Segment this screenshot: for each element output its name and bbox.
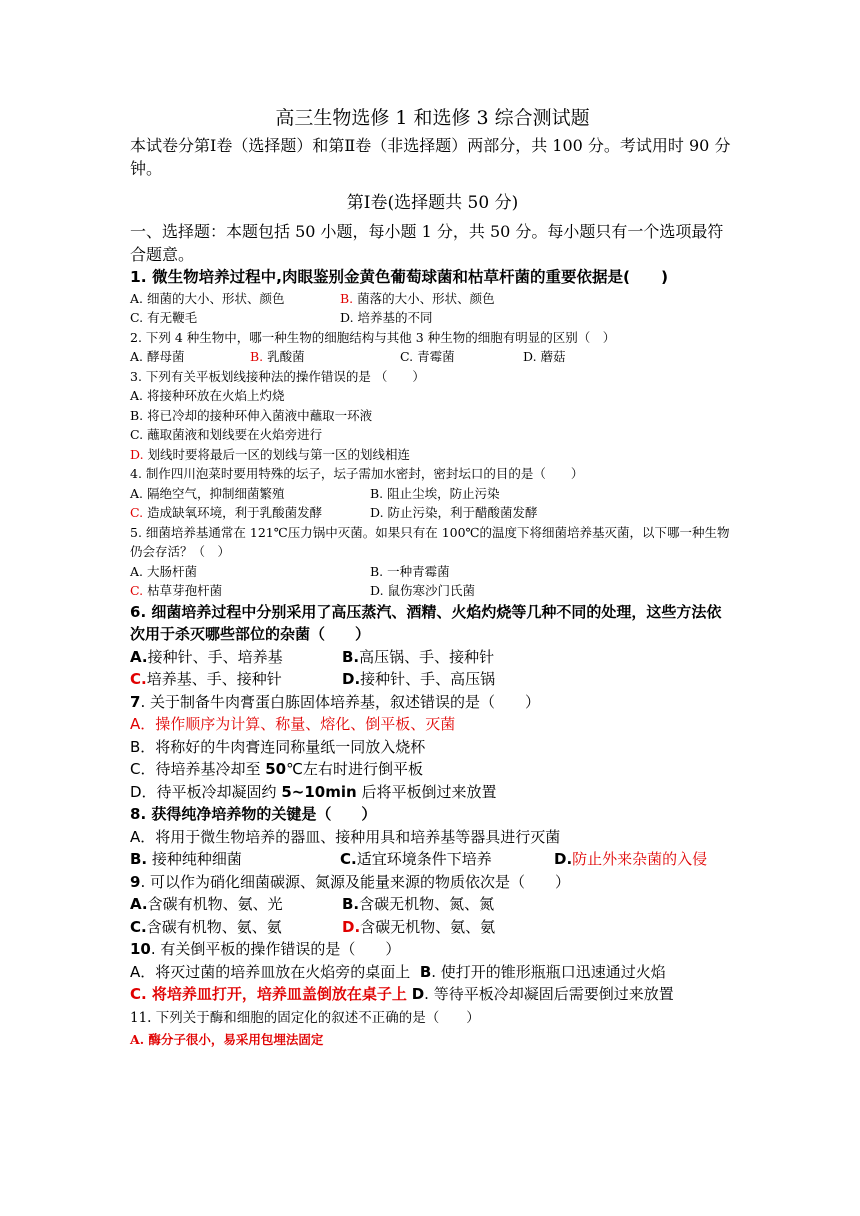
option-letter: D. [342, 670, 361, 688]
question-text: . 微生物培养过程中,肉眼鉴别金黄色葡萄球菌和枯草杆菌的重要依据是( ) [140, 268, 669, 286]
option-c: C. 将培养皿打开，培养皿盖倒放在桌子上 [130, 985, 407, 1003]
question-number: 10 [130, 940, 151, 958]
option-d: D. 鼠伤寒沙门氏菌 [370, 583, 476, 598]
answer-letter: C. [130, 583, 144, 598]
option-text: 含碳有机物、氨、氨 [146, 917, 282, 936]
question-number: 9 [130, 872, 141, 891]
option-a [130, 646, 342, 669]
option-letter: B [419, 962, 432, 981]
question-number: 7 [130, 692, 141, 711]
question-text: . 获得纯净培养物的关键是（ ） [140, 805, 377, 823]
answer-letter: D. [342, 917, 361, 936]
option-text: 含碳有机物、氨、光 [147, 895, 283, 913]
page-title: 高三生物选修 1 和选修 3 综合测试题 [275, 107, 590, 129]
option-b [342, 646, 494, 669]
question-6-options-2 [130, 668, 735, 691]
option-text: 后将平板倒过来放置 [356, 782, 497, 801]
option-d: D. 蘑菇 [523, 349, 566, 364]
question-4-stem: 4. 制作四川泡菜时要用特殊的坛子，坛子需加水密封，密封坛口的目的是（ ） [130, 466, 584, 481]
question-8-stem [130, 803, 735, 826]
option-text: . 等待平板冷却凝固后需要倒过来放置 [424, 985, 674, 1003]
option-text: . 使打开的锥形瓶瓶口迅速通过火焰 [431, 962, 666, 981]
option-c: C. 蘸取菌液和划线要在火焰旁进行 [130, 427, 323, 442]
question-9-stem [130, 871, 735, 894]
question-number: 8 [130, 805, 141, 823]
option-b: B. 阻止尘埃，防止污染 [370, 485, 500, 501]
option-b [130, 848, 340, 871]
option-text: 接种针、手、高压锅 [360, 670, 496, 688]
option-b [250, 347, 400, 367]
option-text: 高压锅、手、接种针 [359, 647, 495, 666]
question-2-options [130, 347, 735, 367]
question-6-stem [130, 601, 735, 646]
option-text: 菌落的大小、形状、颜色 [353, 290, 495, 306]
answer-letter: B. [340, 290, 354, 306]
option-d [130, 445, 735, 465]
option-c: C. 青霉菌 [400, 349, 455, 364]
option-letter: D. [554, 850, 573, 868]
question-8-options [130, 848, 735, 871]
exam-page [130, 104, 735, 1049]
option-letter: C. [130, 917, 147, 936]
question-11-stem: 11. 下列关于酶和细胞的固定化的叙述不正确的是（ ） [130, 1009, 480, 1026]
option-d: D. 防止污染，利于醋酸菌发酵 [370, 505, 538, 520]
option-d [130, 781, 735, 804]
option-a: A. 大肠杆菌 [130, 563, 197, 579]
option-text: 含碳无机物、氨、氨 [360, 917, 496, 936]
option-d [342, 668, 495, 691]
question-10-options-ab [130, 961, 735, 984]
option-text: 划线时要将最后一区的划线与第一区的划线相连 [143, 446, 411, 462]
question-6-options [130, 646, 735, 669]
option-text: 造成缺氧环境，利于乳酸菌发酵 [143, 505, 323, 520]
option-b: B. 一种青霉菌 [370, 563, 450, 579]
option-text: C．待培养基冷却至 [130, 760, 266, 778]
option-c [130, 758, 735, 781]
option-a: A. 酵母菌 [130, 349, 185, 364]
option-b [340, 289, 495, 309]
option-letter: A. [130, 895, 148, 913]
section-instructions: 一、选择题：本题包括 50 小题，每小题 1 分，共 50 分。每小题只有一个选项最符合题意。 [130, 222, 724, 264]
question-text: . 关于制备牛肉膏蛋白胨固体培养基，叙述错误的是（ ） [140, 692, 540, 711]
answer-text: 防止外来杂菌的入侵 [572, 850, 708, 868]
question-3-stem: 3. 下列有关平板划线接种法的操作错误的是 （ ） [130, 368, 425, 384]
option-b [420, 963, 666, 981]
option-d: D. 培养基的不同 [340, 310, 433, 325]
option-text: 培养基、手、接种针 [146, 670, 282, 688]
option-a: A. 细菌的大小、形状、颜色 [130, 290, 285, 306]
question-4-options-2 [130, 503, 735, 523]
option-letter: B. [342, 895, 360, 913]
question-9-options-2 [130, 916, 735, 939]
intro-text: 本试卷分第Ⅰ卷（选择题）和第Ⅱ卷（非选择题）两部分，共 100 分。考试用时 90 分钟。 [130, 136, 731, 178]
question-1-options [130, 289, 735, 309]
option-letter: B. [342, 647, 360, 666]
option-c [130, 668, 342, 691]
option-text: 乳酸菌 [263, 349, 305, 364]
option-a: A. 隔绝空气，抑制细菌繁殖 [130, 485, 285, 501]
option-text: 接种纯种细菌 [147, 850, 242, 868]
question-5-options-2 [130, 581, 735, 601]
option-letter: B. [130, 850, 148, 868]
answer-letter: B. [250, 349, 264, 364]
answer-letter: C. [130, 505, 144, 520]
option-b: B．将称好的牛肉膏连同称量纸一同放入烧杯 [130, 737, 426, 756]
question-4-options [130, 484, 735, 504]
option-letter: C. [340, 850, 357, 868]
option-d [342, 916, 495, 939]
option-value: 5~10min [281, 782, 357, 801]
option-a: A．将用于微生物培养的器皿、接种用具和培养基等器具进行灭菌 [130, 827, 561, 846]
option-letter: A. [130, 647, 148, 666]
option-letter: D [411, 985, 425, 1003]
option-a: A. 酶分子很小，易采用包埋法固定 [130, 1031, 324, 1047]
option-c: C. 有无鞭毛 [130, 310, 198, 325]
question-text: . 细菌培养过程中分别采用了高压蒸汽、酒精、火焰灼烧等几种不同的处理，这些方法依次用于杀灭哪些部位的杂菌（ ） [130, 602, 722, 643]
option-c [130, 503, 370, 523]
option-text: 枯草芽孢杆菌 [143, 583, 223, 598]
question-2-stem: 2. 下列 4 种生物中，哪一种生物的细胞结构与其他 3 种生物的细胞有明显的区别（ ） [130, 329, 616, 345]
answer-letter: C. [130, 670, 147, 688]
question-7-stem [130, 691, 735, 714]
option-d [554, 848, 707, 871]
question-1-stem [130, 266, 735, 289]
answer-letter: D. [130, 446, 144, 462]
question-5-options [130, 562, 735, 582]
question-9-options [130, 893, 735, 916]
option-value: 50 [265, 760, 287, 778]
option-a [130, 893, 342, 916]
question-number: 6 [130, 602, 141, 621]
option-d [412, 985, 674, 1003]
option-a: A．将灭过菌的培养皿放在火焰旁的桌面上 [130, 962, 411, 981]
option-b [342, 893, 494, 916]
option-b: B. 将已冷却的接种环伸入菌液中蘸取一环液 [130, 407, 373, 423]
option-text: 适宜环境条件下培养 [356, 850, 492, 868]
question-number: 1 [130, 268, 141, 286]
option-text: ℃左右时进行倒平板 [286, 760, 423, 778]
option-c [130, 581, 370, 601]
question-5-stem: 5. 细菌培养基通常在 121℃压力锅中灭菌。如果只有在 100℃的温度下将细菌培养基灭菌，以下哪一种生物仍会存活？（ ） [130, 524, 730, 559]
option-a: A．操作顺序为计算、称量、熔化、倒平板、灭菌 [130, 715, 456, 733]
option-a: A. 将接种环放在火焰上灼烧 [130, 388, 285, 403]
option-text: D．待平板冷却凝固约 [130, 782, 282, 801]
question-1-options-2 [130, 308, 735, 328]
question-text: . 有关倒平板的操作错误的是（ ） [150, 940, 401, 958]
option-c [340, 848, 554, 871]
section-title: 第Ⅰ卷(选择题共 50 分) [346, 193, 519, 213]
question-10-stem [130, 938, 735, 961]
option-text: 含碳无机物、氮、氮 [359, 895, 495, 913]
option-text: 接种针、手、培养基 [147, 647, 283, 666]
question-text: . 可以作为硝化细菌碳源、氮源及能量来源的物质依次是（ ） [140, 872, 570, 891]
option-c [130, 916, 342, 939]
question-10-options-cd [130, 983, 735, 1006]
